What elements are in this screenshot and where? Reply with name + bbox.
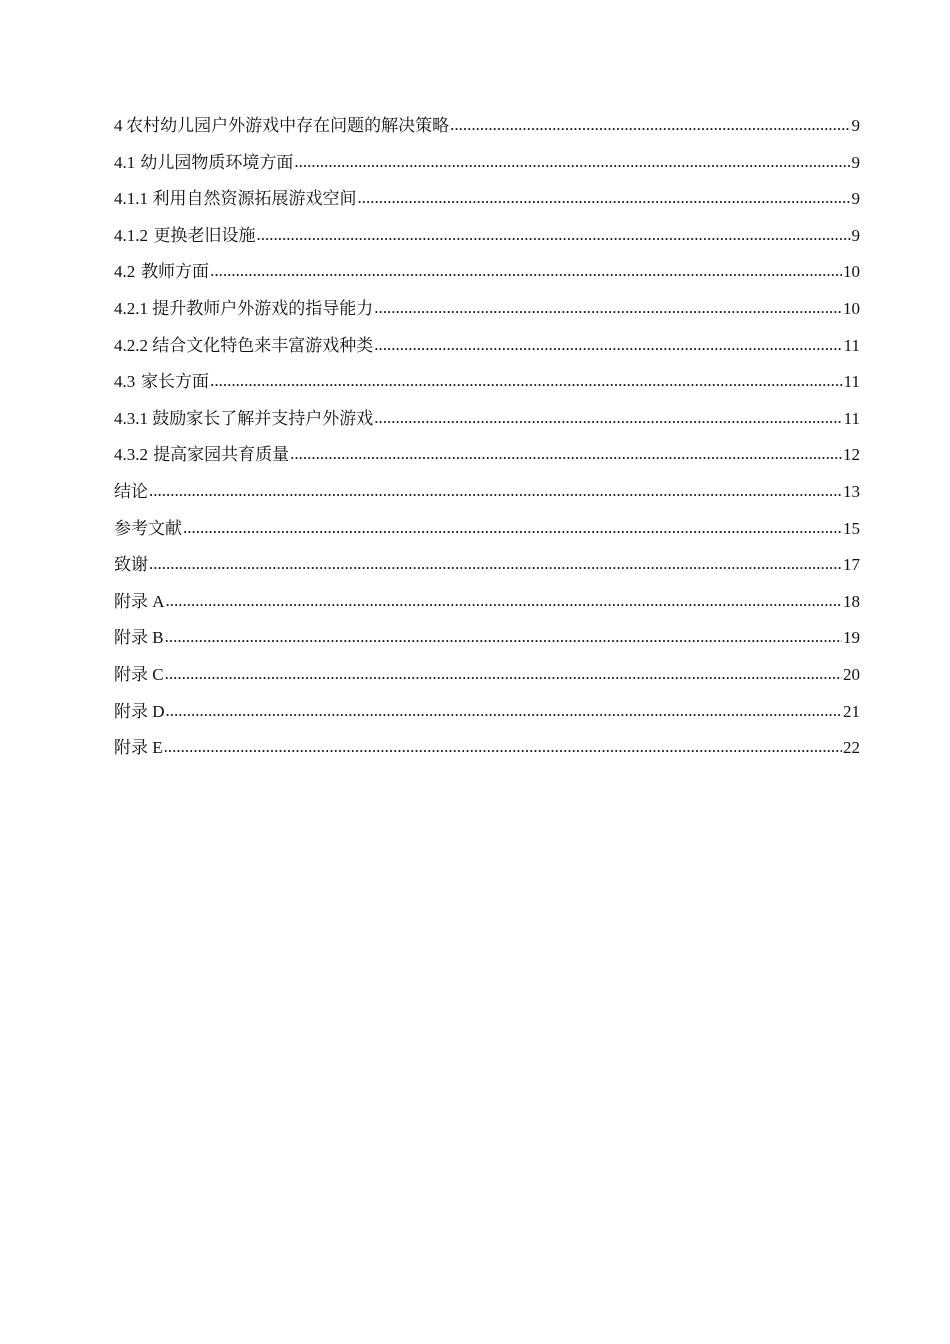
- toc-entry-page: 17: [843, 555, 860, 575]
- toc-entry-title: 致谢: [114, 555, 148, 575]
- toc-dot-leader: [183, 514, 842, 542]
- toc-dot-leader: [166, 697, 842, 725]
- toc-entry[interactable]: [114, 551, 860, 588]
- toc-entry-page: 11: [843, 335, 860, 355]
- toc-entry-title: 农村幼儿园户外游戏中存在问题的解决策略: [126, 116, 450, 135]
- toc-entry-title: 附录 E: [114, 738, 163, 758]
- toc-entry-title: 附录 A: [114, 591, 165, 611]
- toc-dot-leader: [358, 184, 851, 212]
- toc-entry-page: 15: [843, 518, 860, 538]
- toc-entry-page: 11: [843, 408, 860, 428]
- toc-entry-page: 12: [843, 445, 860, 465]
- toc-entry-page: 20: [843, 664, 860, 684]
- toc-dot-leader: [256, 221, 850, 249]
- toc-dot-leader: [149, 477, 842, 505]
- toc-entry-page: 10: [843, 262, 860, 282]
- toc-entry-title: 利用自然资源拓展游戏空间: [152, 189, 357, 209]
- toc-entry-title: 结论: [114, 481, 148, 501]
- toc-entry-title: 鼓励家长了解并支持户外游戏: [152, 408, 374, 428]
- toc-dot-leader: [149, 550, 842, 578]
- toc-dot-leader: [165, 660, 842, 688]
- toc-entry[interactable]: [114, 405, 860, 442]
- toc-entry-page: 9: [851, 225, 860, 245]
- toc-entry-number: 4.1: [114, 152, 136, 172]
- toc-entry-title: 附录 B: [114, 628, 164, 648]
- toc-entry[interactable]: [114, 734, 860, 771]
- toc-dot-leader: [165, 623, 842, 651]
- toc-dot-leader: [294, 148, 850, 176]
- toc-dot-leader: [374, 404, 842, 432]
- toc-entry[interactable]: [114, 185, 860, 222]
- toc-entry-page: 10: [843, 298, 860, 318]
- toc-entry-title: 家长方面: [141, 372, 210, 392]
- toc-entry-page: 9: [851, 116, 860, 135]
- table-of-contents: [114, 112, 860, 771]
- toc-dot-leader: [290, 440, 842, 468]
- toc-entry-number: 4: [114, 116, 123, 135]
- toc-entry-page: 21: [843, 701, 860, 721]
- toc-entry-page: 18: [843, 591, 860, 611]
- toc-entry-page: 13: [843, 481, 860, 501]
- toc-entry[interactable]: [114, 222, 860, 259]
- toc-entry[interactable]: [114, 441, 860, 478]
- toc-entry-title: 提高家园共育质量: [153, 445, 290, 465]
- toc-entry-number: 4.1.1: [114, 189, 148, 209]
- toc-entry-page: 11: [843, 372, 860, 392]
- toc-dot-leader: [374, 294, 842, 322]
- toc-entry[interactable]: [114, 698, 860, 735]
- toc-dot-leader: [210, 367, 843, 395]
- toc-entry[interactable]: [114, 295, 860, 332]
- toc-dot-leader: [164, 733, 842, 761]
- toc-entry-number: 4.2: [114, 262, 136, 282]
- toc-entry-number: 4.3.2: [114, 445, 148, 465]
- toc-entry[interactable]: [114, 661, 860, 698]
- toc-entry-title: 幼儿园物质环境方面: [140, 152, 294, 172]
- toc-entry[interactable]: [114, 368, 860, 405]
- toc-entry-page: 9: [851, 152, 860, 172]
- toc-entry-page: 19: [843, 628, 860, 648]
- toc-entry[interactable]: [114, 112, 860, 149]
- toc-entry[interactable]: [114, 588, 860, 625]
- toc-entry[interactable]: [114, 258, 860, 295]
- toc-entry[interactable]: [114, 624, 860, 661]
- toc-dot-leader: [166, 587, 842, 615]
- toc-dot-leader: [374, 331, 842, 359]
- toc-entry-title: 附录 D: [114, 701, 165, 721]
- toc-entry-title: 教师方面: [141, 262, 210, 282]
- toc-entry-number: 4.3.1: [114, 408, 148, 428]
- toc-entry-title: 参考文献: [114, 518, 182, 538]
- toc-entry-number: 4.2.1: [114, 298, 148, 318]
- toc-entry-title: 更换老旧设施: [153, 225, 256, 245]
- toc-entry-page: 9: [851, 189, 860, 209]
- toc-entry[interactable]: [114, 478, 860, 515]
- toc-entry[interactable]: [114, 149, 860, 186]
- toc-entry-number: 4.3: [114, 372, 136, 392]
- toc-entry-title: 提升教师户外游戏的指导能力: [152, 298, 374, 318]
- toc-entry[interactable]: [114, 332, 860, 369]
- toc-dot-leader: [450, 111, 850, 139]
- toc-entry-title: 附录 C: [114, 664, 164, 684]
- toc-dot-leader: [210, 257, 842, 285]
- toc-entry-title: 结合文化特色来丰富游戏种类: [152, 335, 374, 355]
- toc-entry-number: 4.2.2: [114, 335, 148, 355]
- toc-entry[interactable]: [114, 515, 860, 552]
- toc-entry-page: 22: [843, 738, 860, 758]
- toc-entry-number: 4.1.2: [114, 225, 148, 245]
